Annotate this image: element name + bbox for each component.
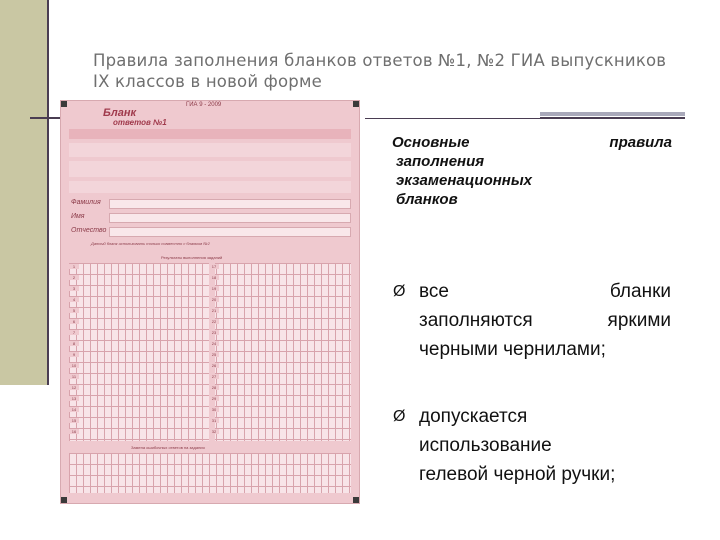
bullet1-word-1: все: [419, 281, 449, 302]
bullet1-line2-word-1: заполняются: [419, 310, 533, 331]
divider-right-thick: [540, 112, 685, 116]
answer-number: 18: [209, 275, 219, 280]
arrow-bullet-icon: Ø: [393, 283, 406, 300]
form-label-familiya: Фамилия: [71, 199, 101, 206]
answer-number: 19: [209, 286, 219, 291]
bullet1-line2-word-2: яркими: [607, 310, 671, 331]
form-field-familiya: [109, 199, 351, 209]
bullet1-word-2: бланки: [609, 281, 671, 302]
form-year-label: ГИА 9 - 2009: [186, 102, 222, 108]
answer-number: 20: [209, 297, 219, 302]
form-code-band: [69, 181, 351, 193]
answer-number: 23: [209, 330, 219, 335]
answer-number: 14: [69, 407, 79, 412]
form-blank-title: Бланк: [103, 107, 137, 119]
answer-number: 21: [209, 308, 219, 313]
answer-number: 12: [69, 385, 79, 390]
answer-number: 17: [209, 264, 219, 269]
bullet1-line-3: черными чернилами;: [419, 339, 606, 360]
answer-number: 10: [69, 363, 79, 368]
answer-number: 5: [69, 308, 79, 313]
heading-line-2: заполнения: [396, 153, 485, 170]
answer-number: 32: [209, 429, 219, 434]
answer-number: 28: [209, 385, 219, 390]
slide-title-line2: IX классов в новой форме: [93, 72, 322, 91]
answer-number: 26: [209, 363, 219, 368]
slide-title: [93, 50, 693, 92]
form-label-imya: Имя: [71, 213, 85, 220]
replace-grid: [69, 453, 351, 493]
answer-number: 15: [69, 418, 79, 423]
answer-number: 8: [69, 341, 79, 346]
answer-number: 9: [69, 352, 79, 357]
answer-number: 31: [209, 418, 219, 423]
form-field-otchestvo: [109, 227, 351, 237]
slide-title-line1: Правила заполнения бланков ответов №1, №2 ГИА выпускников: [93, 51, 667, 70]
answer-number: 25: [209, 352, 219, 357]
answer-number: 13: [69, 396, 79, 401]
bullet2-line-3: гелевой черной ручки;: [419, 464, 616, 485]
arrow-bullet-icon: Ø: [393, 408, 406, 425]
form-results-caption: Результаты выполнения заданий: [161, 255, 223, 260]
left-accent-stripe: [0, 0, 48, 385]
answer-number: 22: [209, 319, 219, 324]
registration-mark: [353, 497, 359, 503]
answer-number: 2: [69, 275, 79, 280]
bullet2-line-1: допускается: [419, 406, 528, 427]
answer-number: 3: [69, 286, 79, 291]
heading-line-3: экзаменационных: [396, 172, 533, 189]
answer-number: 1: [69, 264, 79, 269]
divider-left: [30, 117, 60, 119]
registration-mark: [61, 101, 67, 107]
answer-number: 29: [209, 396, 219, 401]
left-accent-line: [47, 0, 49, 385]
answer-number: 16: [69, 429, 79, 434]
form-header-band: [69, 129, 351, 139]
answer-number: 4: [69, 297, 79, 302]
answer-number: 11: [69, 374, 79, 379]
divider-right-thin: [540, 117, 685, 118]
answer-number: 24: [209, 341, 219, 346]
form-code-band: [69, 161, 351, 177]
answer-number: 27: [209, 374, 219, 379]
form-replace-caption: Замена ошибочных ответов на задания: [131, 445, 205, 450]
form-blank-subtitle: ответов №1: [113, 118, 167, 127]
form-notice: Данный бланк использовать только совместно с бланком №2: [91, 241, 210, 246]
heading-word-1: Основные: [392, 134, 470, 151]
registration-mark: [61, 497, 67, 503]
answer-number: 30: [209, 407, 219, 412]
bullet2-line-2: использование: [419, 435, 552, 456]
heading-line-4: бланков: [396, 191, 458, 208]
registration-mark: [353, 101, 359, 107]
divider-middle: [365, 118, 685, 119]
answer-sheet-image: [60, 100, 360, 504]
answer-number: 7: [69, 330, 79, 335]
heading-word-2: правила: [609, 134, 672, 151]
form-code-band: [69, 143, 351, 157]
form-label-otchestvo: Отчество: [71, 227, 107, 234]
form-field-imya: [109, 213, 351, 223]
answer-number: 6: [69, 319, 79, 324]
rules-heading: [392, 133, 672, 209]
